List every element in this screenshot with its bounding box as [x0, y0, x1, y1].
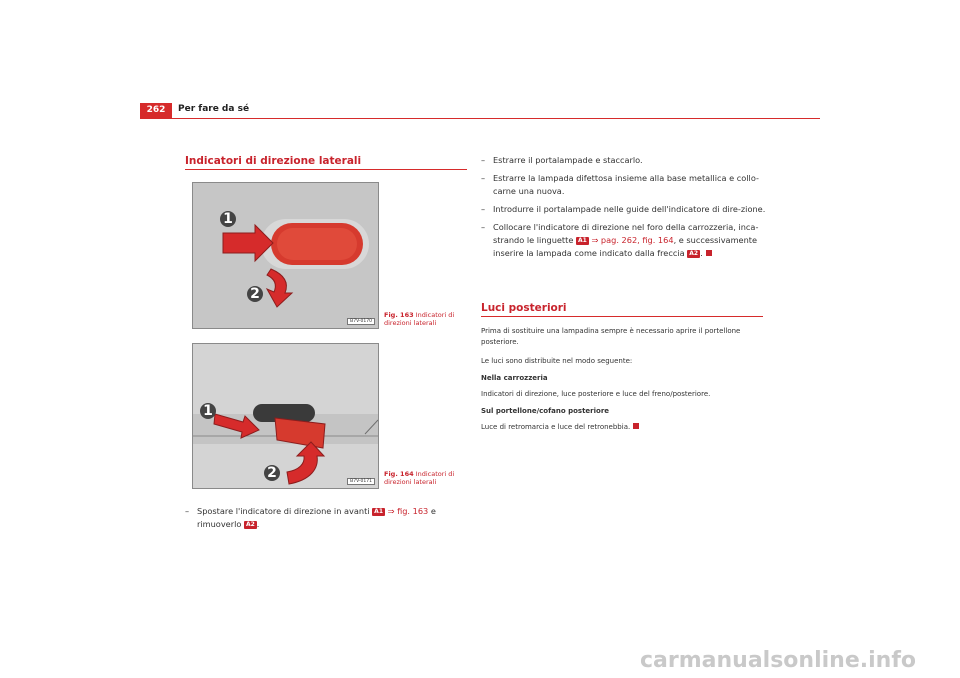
figure-164: [192, 343, 379, 489]
step-text-b: , e successivamente inserire la lampada come indicato dalla freccia: [493, 235, 758, 258]
step-text-a: Collocare l'indicatore di direzione nel foro della carrozzeria, inca-strando le linguette: [493, 222, 759, 245]
tag-a1: A1: [578, 237, 587, 244]
step-dash: –: [481, 204, 486, 214]
rear-lights-distribution: Le luci sono distribuite nel modo seguente:: [481, 357, 633, 365]
figure-163-marker-2: 2: [247, 286, 263, 302]
tag-a1: A1: [374, 508, 383, 515]
step-dash: –: [481, 222, 486, 232]
step-text: Introdurre il portalampade nelle guide dell'indicatore di dire-zione.: [493, 204, 766, 214]
tag-a2: A2: [245, 521, 255, 528]
steps-right-column: [481, 154, 766, 260]
figure-164-caption: [384, 470, 466, 486]
page-number: 262: [140, 103, 172, 118]
step-extract-holder: [481, 154, 766, 167]
figure-163-marker-1: 1: [220, 211, 236, 227]
figure-164-caption-num: Fig. 164: [384, 470, 414, 478]
figure-163-illustration: [193, 183, 378, 328]
figure-164-marker-1: 1: [200, 403, 216, 419]
step-dash: –: [481, 173, 486, 183]
figure-164-caption-text: Indicatori di direzioni laterali: [384, 470, 455, 486]
figure-163: [192, 182, 379, 329]
header-rule: [140, 118, 820, 119]
step-text-a: Spostare l'indicatore di direzione in avanti: [197, 506, 370, 516]
end-of-section-marker: [633, 423, 639, 429]
watermark: carmanualsonline.info: [640, 648, 916, 673]
figure-163-caption: [384, 311, 466, 327]
link-fig-163[interactable]: ⇒ fig. 163: [387, 506, 429, 516]
step-dash: –: [185, 506, 190, 516]
rear-lights-intro: Prima di sostituire una lampadina sempre è necessario aprire il portellone posteriore.: [481, 327, 741, 346]
figure-163-caption-num: Fig. 163: [384, 311, 414, 319]
figure-164-illustration: [193, 344, 378, 488]
step-text-c: .: [256, 519, 260, 529]
subheading-tailgate: Sul portellone/cofano posteriore: [481, 406, 610, 415]
step-dash: –: [481, 155, 486, 165]
section-title-indicators: Indicatori di direzione laterali: [185, 155, 362, 167]
step-text-b: e rimuoverlo: [197, 506, 436, 529]
end-of-section-marker: [706, 250, 712, 256]
bodywork-lights-text: Indicatori di direzione, luce posteriore e luce del freno/posteriore.: [481, 390, 711, 398]
step-remove-indicator: [185, 505, 470, 531]
tag-a2: A2: [689, 250, 699, 257]
section-title-rear-lights: Luci posteriori: [481, 302, 567, 314]
step-text: Estrarre la lampada difettosa insieme alla base metallica e collo-carne una nuova.: [493, 173, 759, 196]
step-insert-holder: [481, 203, 766, 216]
step-replace-bulb: [481, 172, 766, 198]
tailgate-lights-line: [481, 419, 763, 436]
section-rule: [185, 169, 467, 170]
section-rule: [481, 316, 763, 317]
step-text: [493, 221, 766, 260]
figure-163-caption-text: Indicatori di direzioni laterali: [384, 311, 455, 327]
step-text-c: .: [700, 248, 703, 258]
step-text: [197, 505, 470, 531]
tailgate-lights-text: Luce di retromarcia e luce del retronebbia.: [481, 423, 631, 431]
running-title: Per fare da sé: [178, 104, 250, 114]
step-place-indicator: [481, 221, 766, 260]
figure-163-code: B7V-0170: [347, 318, 375, 325]
step-text: Estrarre il portalampade e staccarlo.: [493, 155, 643, 165]
figure-164-code: B7V-0171: [347, 478, 375, 485]
figure-164-marker-2: 2: [264, 465, 280, 481]
link-pag-262[interactable]: ⇒ pag. 262, fig. 164: [591, 235, 674, 245]
rear-lights-body: [481, 326, 763, 436]
subheading-bodywork: Nella carrozzeria: [481, 373, 548, 382]
